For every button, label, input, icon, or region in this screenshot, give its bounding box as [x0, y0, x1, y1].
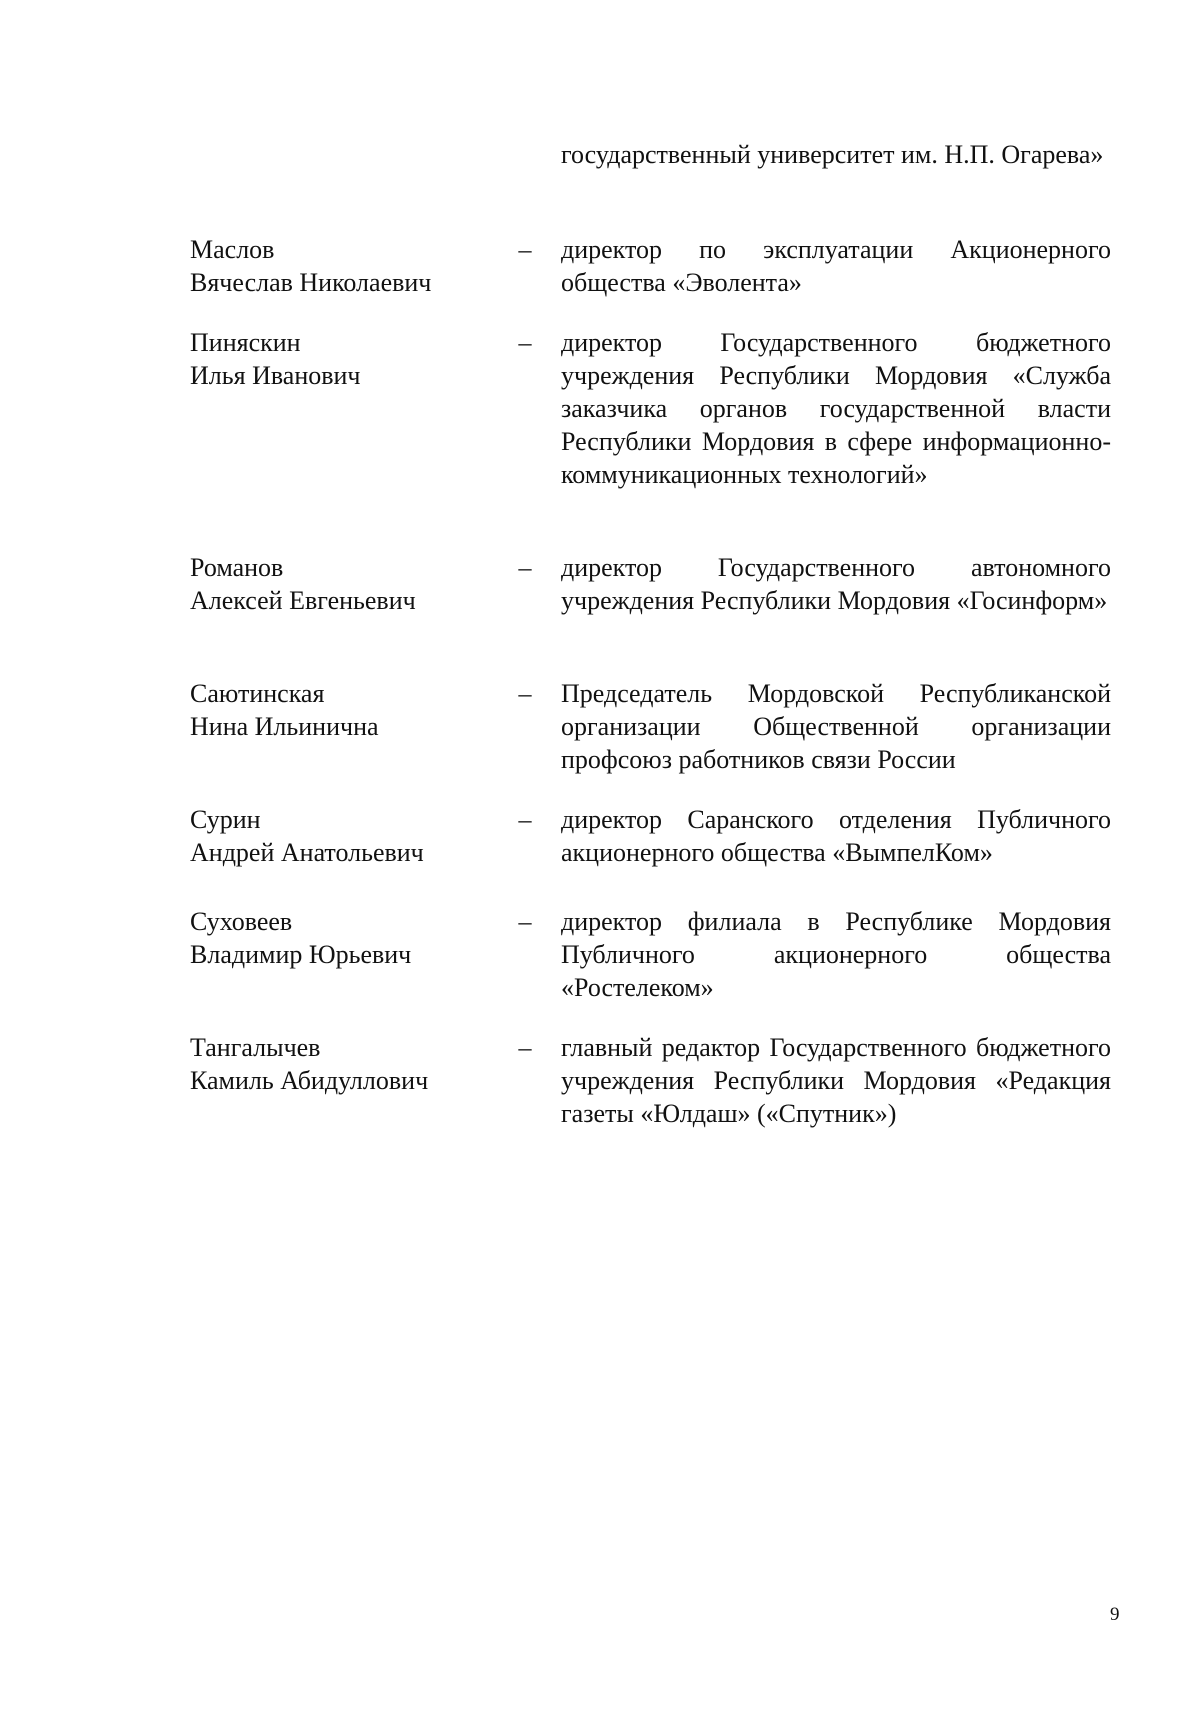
member-surname: Суховеев: [190, 907, 293, 936]
member-position: директор Государственного бюджетного учреждения Республики Мордовия «Служба заказчика органов государственной власти Республики Мордовия в сфере информационно-коммуникационных технологий»: [561, 328, 1111, 489]
member-position: главный редактор Государственного бюджетного учреждения Республики Мордовия «Редакция газеты «Юлдаш» («Спутник»): [561, 1033, 1111, 1128]
member-surname: Саютинская: [190, 679, 325, 708]
member-position: Председатель Мордовской Республиканской организации Общественной организации профсоюз работников связи России: [561, 679, 1111, 774]
member-name: [190, 233, 490, 299]
member-name: [190, 803, 490, 869]
member-given-names: Владимир Юрьевич: [190, 940, 412, 969]
member-name: [190, 677, 490, 743]
member-position: директор Государственного автономного учреждения Республики Мордовия «Госинформ»: [561, 553, 1111, 615]
member-surname: Тангалычев: [190, 1033, 321, 1062]
member-position: директор Саранского отделения Публичного акционерного общества «ВымпелКом»: [561, 805, 1111, 867]
member-position: директор по эксплуатации Акционерного общества «Эволента»: [561, 235, 1111, 297]
member-given-names: Андрей Анатольевич: [190, 838, 424, 867]
member-name: [190, 905, 490, 971]
member-surname: Маслов: [190, 235, 275, 264]
page-number: 9: [1110, 1604, 1120, 1625]
dash-separator: –: [518, 328, 532, 357]
member-name: [190, 326, 490, 392]
member-given-names: Камиль Абидуллович: [190, 1066, 429, 1095]
dash-separator: –: [518, 679, 532, 708]
member-given-names: Алексей Евгеньевич: [190, 586, 416, 615]
dash-separator: –: [518, 553, 532, 582]
dash-separator: –: [518, 1033, 532, 1062]
member-position: директор филиала в Республике Мордовия Публичного акционерного общества «Ростелеком»: [561, 907, 1111, 1002]
member-given-names: Илья Иванович: [190, 361, 361, 390]
dash-separator: –: [518, 907, 532, 936]
member-surname: Пиняскин: [190, 328, 301, 357]
member-given-names: Вячеслав Николаевич: [190, 268, 432, 297]
member-surname: Романов: [190, 553, 284, 582]
dash-separator: –: [518, 235, 532, 264]
continued-position-text: государственный университет им. Н.П. Огарева»: [561, 140, 1104, 169]
member-given-names: Нина Ильинична: [190, 712, 379, 741]
member-surname: Сурин: [190, 805, 261, 834]
member-name: [190, 1031, 490, 1097]
member-name: [190, 551, 490, 617]
dash-separator: –: [518, 805, 532, 834]
